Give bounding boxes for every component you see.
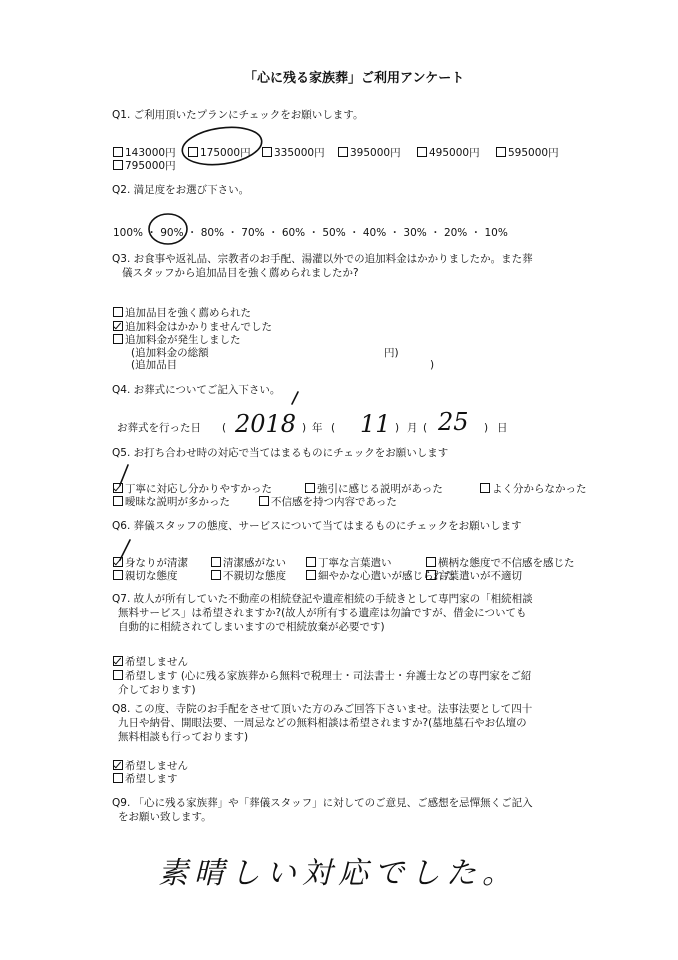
q1-option[interactable] bbox=[496, 146, 559, 160]
q4-month-unit: 月 bbox=[407, 422, 418, 434]
separator-dot: ・ bbox=[467, 227, 485, 239]
q1-option[interactable] bbox=[113, 159, 176, 173]
option-label: 追加料金はかかりませんでした bbox=[125, 321, 272, 333]
separator-dot: ・ bbox=[183, 227, 201, 239]
q3-line1: Q3. お食事や返礼品、宗教者のお手配、湯灌以外での追加料金はかかりましたか。また葬 bbox=[112, 253, 533, 265]
q5-text: Q5. お打ち合わせ時の対応で当てはまるものにチェックをお願いします bbox=[112, 447, 449, 459]
q9-line1: Q9. 「心に残る家族葬」や「葬儀スタッフ」に対してのご意見、ご感想を忌憚無くご記入 bbox=[112, 797, 533, 809]
option-label: 335000円 bbox=[274, 147, 325, 159]
option-label: 追加品目を強く薦められた bbox=[125, 307, 251, 319]
q3-total-unit: 円) bbox=[384, 347, 399, 359]
option-label: 言葉遣いが不適切 bbox=[438, 570, 522, 582]
option-label: 395000円 bbox=[350, 147, 401, 159]
checkbox[interactable] bbox=[262, 147, 272, 157]
q6-text: Q6. 葬儀スタッフの態度、サービスについて当てはまるものにチェックをお願いします bbox=[112, 520, 522, 532]
checkbox[interactable] bbox=[188, 147, 198, 157]
q4-day-value: 25 bbox=[438, 408, 469, 436]
q2-text: Q2. 満足度をお選び下さい。 bbox=[112, 184, 250, 196]
separator-dot: ・ bbox=[143, 227, 161, 239]
option-label: 希望しません bbox=[125, 656, 188, 668]
option-label: 595000円 bbox=[508, 147, 559, 159]
q8-line3: 無料相談も行っております) bbox=[118, 731, 249, 743]
q1-option[interactable] bbox=[188, 146, 251, 160]
q1-option[interactable] bbox=[338, 146, 401, 160]
q7-cont: 介しております) bbox=[118, 684, 196, 696]
survey-title: 「心に残る家族葬」ご利用アンケート bbox=[244, 71, 465, 86]
option-label: よく分からなかった bbox=[492, 483, 587, 495]
q4-date-label: お葬式を行った日 bbox=[117, 422, 201, 434]
option-label: 不親切な態度 bbox=[223, 570, 286, 582]
option-label: 細やかな心遣いが感じられた bbox=[318, 570, 455, 582]
separator-dot: ・ bbox=[264, 227, 282, 239]
checkbox[interactable] bbox=[338, 147, 348, 157]
q9-handwritten-answer: 素晴しい対応でした。 bbox=[158, 856, 518, 891]
option-label: 不信感を持つ内容であった bbox=[271, 496, 397, 508]
q2-scale-item[interactable]: 60% bbox=[281, 227, 306, 239]
q8-line1: Q8. この度、寺院のお手配をさせて頂いた方のみご回答下さいませ。法事法要として四十 bbox=[112, 703, 533, 715]
option-label: 希望しません bbox=[125, 760, 188, 772]
q3-items-label: (追加品目 bbox=[131, 359, 178, 371]
q4-text: Q4. お葬式についてご記入下さい。 bbox=[112, 384, 281, 396]
option-label: 身なりが清潔 bbox=[125, 557, 188, 569]
option-label: 追加料金が発生しました bbox=[125, 334, 241, 346]
q2-scale-item[interactable]: 70% bbox=[241, 227, 265, 239]
q3-total-label: (追加料金の総額 bbox=[131, 347, 209, 359]
q2-scale-item[interactable]: 90% bbox=[160, 227, 184, 239]
q7-line3: 自動的に相続されてしまいますので相続放棄が必要です) bbox=[118, 621, 385, 633]
q4-month-value: 11 bbox=[360, 410, 391, 438]
checkbox[interactable] bbox=[113, 160, 123, 170]
option-label: 横柄な態度で不信感を感じた bbox=[438, 557, 575, 569]
q4-day-unit: 日 bbox=[497, 422, 508, 434]
option-label: 希望します bbox=[125, 773, 178, 785]
q2-scale-item[interactable]: 30% bbox=[403, 227, 427, 239]
q6-check-stroke bbox=[120, 540, 130, 560]
option-label: 795000円 bbox=[125, 160, 176, 172]
q2-selection-circle bbox=[149, 214, 187, 244]
option-label: 495000円 bbox=[429, 147, 480, 159]
option-label: 清潔感がない bbox=[223, 557, 286, 569]
q9-line2: をお願い致します。 bbox=[118, 811, 212, 823]
q4-year-value: 2018 bbox=[235, 410, 297, 438]
separator-dot: ・ bbox=[426, 227, 444, 239]
option-label: 親切な態度 bbox=[125, 570, 178, 582]
q2-scale-item[interactable]: 10% bbox=[484, 227, 508, 239]
separator-dot: ・ bbox=[345, 227, 363, 239]
q1-option[interactable] bbox=[262, 146, 325, 160]
option-label: 希望します (心に残る家族葬から無料で税理士・司法書士・弁護士などの専門家をご紹 bbox=[125, 670, 532, 682]
option-label: 175000円 bbox=[200, 147, 251, 159]
q2-scale-item[interactable]: 80% bbox=[200, 227, 225, 239]
q1-text: Q1. ご利用頂いたプランにチェックをお願いします。 bbox=[112, 109, 364, 121]
q3-items-close: ) bbox=[430, 359, 435, 371]
checkbox[interactable] bbox=[417, 147, 427, 157]
checkbox[interactable] bbox=[113, 147, 123, 157]
q5-check-stroke bbox=[120, 465, 128, 485]
q4-year-unit: 年 bbox=[312, 422, 323, 434]
checkbox[interactable] bbox=[496, 147, 506, 157]
q1-option[interactable] bbox=[113, 146, 176, 160]
q7-line1: Q7. 故人が所有していた不動産の相続登記や遺産相続の手続きとして専門家の「相続相談 bbox=[112, 593, 533, 605]
option-label: 丁寧な言葉遣い bbox=[318, 557, 392, 569]
option-label: 強引に感じる説明があった bbox=[317, 483, 443, 495]
q8-line2: 九日や納骨、開眼法要、一周忌などの無料相談は希望されますか?(墓地墓石やお仏壇の bbox=[118, 717, 527, 729]
q3-line2: 儀スタッフから追加品目を強く薦められましたか? bbox=[122, 267, 359, 279]
option-label: 曖昧な説明が多かった bbox=[125, 496, 230, 508]
q2-scale-item[interactable]: 40% bbox=[362, 227, 387, 239]
option-label: 丁寧に対応し分かりやすかった bbox=[125, 483, 272, 495]
q7-line2: 無料サービス」は希望されますか?(故人が所有する遺産は勿論ですが、借金についても bbox=[118, 607, 527, 619]
separator-dot: ・ bbox=[224, 227, 242, 239]
q4-year-check-stroke bbox=[292, 392, 298, 404]
q2-scale-item[interactable]: 100% bbox=[113, 227, 144, 239]
q1-option[interactable] bbox=[417, 146, 480, 160]
option-label: 143000円 bbox=[125, 147, 176, 159]
q2-scale-item[interactable]: 20% bbox=[443, 227, 468, 239]
separator-dot: ・ bbox=[305, 227, 323, 239]
separator-dot: ・ bbox=[386, 227, 404, 239]
q2-scale-item[interactable]: 50% bbox=[322, 227, 346, 239]
